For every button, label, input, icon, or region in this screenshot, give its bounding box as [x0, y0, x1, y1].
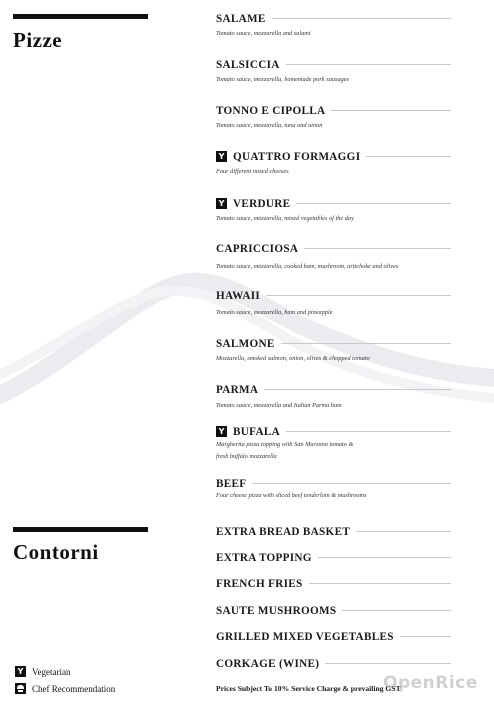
divider-line	[304, 248, 451, 249]
section-title-pizze: Pizze	[13, 28, 63, 52]
vegetarian-icon: Y	[15, 666, 26, 677]
section-bar-pizze	[13, 14, 148, 19]
item-name: SALMONE	[216, 337, 275, 350]
item-name: BUFALA	[233, 425, 280, 438]
item-name: EXTRA TOPPING	[216, 551, 312, 564]
menu-item-quattro-formaggi	[216, 150, 486, 177]
menu-item-verdure	[216, 197, 486, 224]
vegetarian-icon: Y	[216, 151, 227, 162]
item-name: SALAME	[216, 12, 266, 25]
section-bar-contorni	[13, 527, 148, 532]
legend-vegetarian-label: Vegetarian	[32, 666, 71, 677]
menu-item-grilled-mixed-vegetables	[216, 630, 486, 643]
divider-line	[286, 64, 451, 65]
menu-item-extra-bread-basket	[216, 525, 486, 538]
divider-line	[400, 636, 451, 637]
menu-item-extra-topping	[216, 551, 486, 564]
item-description: Margherita pizza topping with San Marzano tomato &	[216, 441, 354, 448]
item-description: Mozzarella, smoked salmon, onion, olives & chopped tomato	[216, 355, 370, 362]
item-description: Four different mixed cheeses	[216, 168, 289, 175]
menu-item-hawaii	[216, 289, 486, 318]
item-name: VERDURE	[233, 197, 291, 210]
item-description: Tomato sauce, mozzarella and Italian Parma ham	[216, 402, 342, 409]
menu-item-salmone	[216, 337, 486, 364]
item-name: HAWAII	[216, 289, 261, 302]
divider-line	[366, 156, 451, 157]
item-name: QUATTRO FORMAGGI	[233, 150, 361, 163]
divider-line	[318, 557, 451, 558]
section-title-contorni: Contorni	[13, 540, 99, 564]
item-name: GRILLED MIXED VEGETABLES	[216, 630, 394, 643]
divider-line	[356, 531, 451, 532]
legend-vegetarian	[15, 666, 70, 677]
menu-item-capricciosa	[216, 242, 486, 272]
item-description: Tomato sauce, mozzarella and salami	[216, 30, 311, 37]
divider-line	[252, 483, 451, 484]
item-name: TONNO E CIPOLLA	[216, 104, 326, 117]
menu-item-saute-mushrooms	[216, 604, 486, 617]
divider-line	[266, 295, 451, 296]
menu-item-salame	[216, 12, 486, 39]
menu-item-french-fries	[216, 577, 486, 590]
menu-item-corkage-wine	[216, 657, 486, 670]
divider-line	[309, 583, 451, 584]
menu-item-bufala	[216, 425, 486, 462]
item-name: SAUTE MUSHROOMS	[216, 604, 337, 617]
divider-line	[286, 431, 451, 432]
divider-line	[296, 203, 451, 204]
item-name: SALSICCIA	[216, 58, 280, 71]
item-name: EXTRA BREAD BASKET	[216, 525, 351, 538]
item-description: Tomato sauce, mozzarella, tuna and onion	[216, 122, 323, 129]
divider-line	[342, 610, 451, 611]
divider-line	[281, 343, 451, 344]
item-description-continued: fresh buffalo mozzarella	[216, 453, 277, 460]
chef-hat-icon	[15, 683, 26, 694]
item-description: Tomato sauce, mozzarella, mixed vegetables of the day	[216, 215, 354, 222]
item-name: BEEF	[216, 477, 247, 490]
menu-item-tonno-e-cipolla	[216, 104, 486, 131]
menu-item-beef	[216, 477, 486, 501]
item-description: Tomato sauce, mozzarella, homemade pork sausages	[216, 76, 349, 83]
item-name: FRENCH FRIES	[216, 577, 303, 590]
item-name: CORKAGE (WINE)	[216, 657, 320, 670]
divider-line	[331, 110, 451, 111]
openrice-watermark: OpenRice	[383, 673, 478, 693]
legend-chef-label: Chef Recommendation	[32, 683, 116, 694]
item-name: CAPRICCIOSA	[216, 242, 299, 255]
menu-item-parma	[216, 383, 486, 411]
item-description: Tomato sauce, mozzarella, ham and pineapple	[216, 309, 333, 316]
divider-line	[325, 663, 451, 664]
divider-line	[264, 389, 451, 390]
item-description: Tomato sauce, mozzarella, cooked ham, mushroom, artichoke and olives	[216, 263, 399, 270]
item-name: PARMA	[216, 383, 259, 396]
vegetarian-icon: Y	[216, 426, 227, 437]
menu-item-salsiccia	[216, 58, 486, 85]
item-description: Four cheese pizza with sliced beef tenderloin & mushrooms	[216, 492, 367, 499]
vegetarian-icon: Y	[216, 198, 227, 209]
legend-chef-recommendation	[15, 683, 115, 694]
service-charge-note: Prices Subject To 10% Service Charge & prevailing GST	[216, 684, 401, 693]
divider-line	[272, 18, 451, 19]
